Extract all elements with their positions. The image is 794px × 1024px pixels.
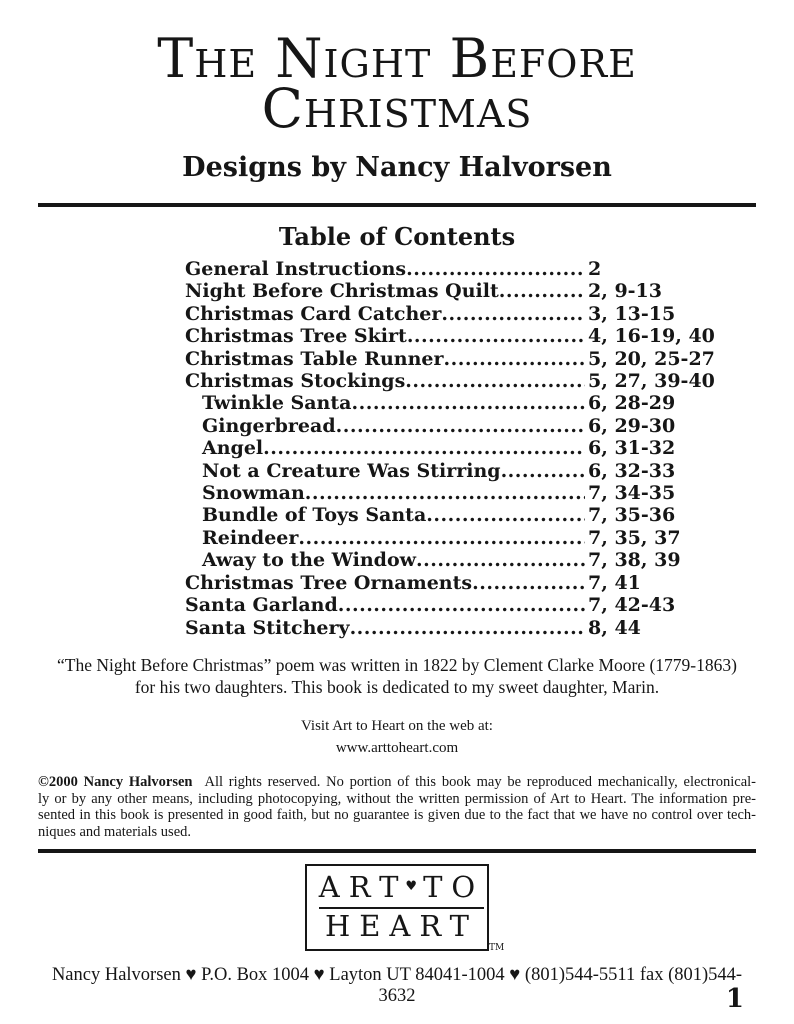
toc-entry-main xyxy=(185,258,585,280)
toc-entry-pages: 7, 34-35 xyxy=(588,482,676,505)
toc-entry-label: Away to the Window xyxy=(202,549,417,572)
toc-entry-label: Christmas Table Runner xyxy=(185,347,444,370)
dot-leader xyxy=(444,348,585,370)
toc-entry-label: Santa Stitchery xyxy=(185,616,350,639)
toc-entry-main xyxy=(202,437,585,459)
book-title xyxy=(38,27,756,140)
toc-entry-pages: 5, 20, 25-27 xyxy=(588,347,715,370)
toc-entry-main xyxy=(202,527,585,549)
toc-entry xyxy=(185,572,733,594)
toc-entry-label: Christmas Card Catcher xyxy=(185,302,442,325)
book-title-line2: Christmas xyxy=(261,77,533,140)
copyright-line1 xyxy=(38,774,756,791)
toc-entry-main xyxy=(185,348,585,370)
toc-entry xyxy=(202,392,733,414)
copyright-block xyxy=(38,774,756,840)
toc-entry-pages: 6, 31-32 xyxy=(588,437,676,460)
toc-list xyxy=(185,258,733,639)
dot-leader xyxy=(406,258,585,280)
logo-word-to: TO xyxy=(423,870,485,905)
divider-rule-top xyxy=(38,203,756,207)
heart-icon: ♥ xyxy=(405,878,418,894)
website-note xyxy=(38,715,756,759)
copyright-line4: niques and materials used. xyxy=(38,823,192,840)
toc-entry-main xyxy=(185,325,585,347)
toc-entry-label: Night Before Christmas Quilt xyxy=(185,280,499,303)
toc-entry xyxy=(185,617,733,639)
dot-leader xyxy=(501,460,585,482)
toc-entry xyxy=(185,594,733,616)
toc-entry-pages: 7, 38, 39 xyxy=(588,549,681,572)
website-url: www.arttoheart.com xyxy=(335,739,459,756)
dot-leader xyxy=(350,617,585,639)
dot-leader xyxy=(338,594,585,616)
toc-entry xyxy=(185,348,733,370)
toc-entry xyxy=(185,303,733,325)
toc-entry-pages: 3, 13-15 xyxy=(588,302,676,325)
logo-line1 xyxy=(319,872,484,909)
toc-entry-pages: 8, 44 xyxy=(588,616,641,639)
toc-entry-main xyxy=(202,504,585,526)
toc-entry xyxy=(185,280,733,302)
logo-word-heart: HEART xyxy=(324,908,479,943)
toc-entry-label: Angel xyxy=(202,437,264,460)
dot-leader xyxy=(407,325,585,347)
dot-leader xyxy=(405,370,585,392)
art-to-heart-logo-box xyxy=(305,864,505,953)
toc-heading: Table of Contents xyxy=(278,222,516,251)
toc-entry-pages: 5, 27, 39-40 xyxy=(588,370,715,393)
book-title-line1: The Night Before xyxy=(157,27,637,90)
toc-entry-main xyxy=(185,572,585,594)
book-subtitle: Designs by Nancy Halvorsen xyxy=(182,152,612,183)
toc-entry xyxy=(202,460,733,482)
toc-entry-label: Christmas Tree Skirt xyxy=(185,325,407,348)
toc-entry-main xyxy=(185,370,585,392)
toc-entry-main xyxy=(185,594,585,616)
dot-leader xyxy=(351,392,585,414)
toc-entry-label: Christmas Stockings xyxy=(185,370,406,393)
dot-leader xyxy=(472,572,585,594)
toc-entry xyxy=(202,504,733,526)
toc-entry-pages: 2, 9-13 xyxy=(588,280,662,303)
toc-entry-pages: 6, 29-30 xyxy=(588,414,676,437)
address-line: Nancy Halvorsen ♥ P.O. Box 1004 ♥ Layton UT 84041-1004 ♥ (801)544-5511 fax (801)544-3632 xyxy=(51,964,743,1006)
toc-entry-pages: 7, 35, 37 xyxy=(588,526,681,549)
toc-entry-pages: 7, 35-36 xyxy=(588,504,676,527)
toc-entry xyxy=(202,437,733,459)
publisher-logo xyxy=(38,864,756,951)
toc-entry-pages: 2 xyxy=(588,258,602,280)
toc-entry-main xyxy=(202,415,585,437)
dot-leader xyxy=(416,549,585,571)
toc-entry-main xyxy=(202,460,585,482)
toc-entry-label: Twinkle Santa xyxy=(202,392,352,415)
toc-entry-main xyxy=(202,392,585,414)
toc-entry-main xyxy=(185,617,585,639)
trademark-symbol: TM xyxy=(488,942,505,953)
toc-entry-label: Christmas Tree Ornaments xyxy=(185,571,473,594)
toc-entry-main xyxy=(185,303,585,325)
toc-entry-pages: 7, 41 xyxy=(588,571,641,594)
copyright-line1-rest: All rights reserved. No portion of this book may be reproduced mechanically, electronical- xyxy=(204,773,756,790)
toc-entry-label: Not a Creature Was Stirring xyxy=(202,459,501,482)
toc-entry-main xyxy=(202,549,585,571)
dedication-note xyxy=(38,654,756,698)
toc-entry-label: Bundle of Toys Santa xyxy=(202,504,427,527)
copyright-line2: ly or by any other means, including photocopying, without the written permission of Art to Heart. The information pre- xyxy=(38,790,756,807)
page-number: 1 xyxy=(725,984,744,1014)
dot-leader xyxy=(305,482,585,504)
dot-leader xyxy=(336,415,585,437)
divider-rule-bottom xyxy=(38,849,756,853)
dot-leader xyxy=(499,280,585,302)
toc-entry xyxy=(202,549,733,571)
toc-entry-main xyxy=(185,280,585,302)
toc-entry xyxy=(185,325,733,347)
toc-entry xyxy=(202,482,733,504)
toc-entry-pages: 4, 16-19, 40 xyxy=(588,325,715,348)
toc-entry-main xyxy=(202,482,585,504)
toc-entry-label: Gingerbread xyxy=(202,414,336,437)
toc-entry xyxy=(185,370,733,392)
toc-entry-label: Santa Garland xyxy=(185,594,338,617)
toc-entry-label: Snowman xyxy=(202,482,305,505)
toc-entry-label: Reindeer xyxy=(202,526,299,549)
toc-entry-pages: 6, 32-33 xyxy=(588,459,676,482)
toc-entry xyxy=(202,527,733,549)
dot-leader xyxy=(441,303,585,325)
dedication-line2: for his two daughters. This book is dedicated to my sweet daughter, Marin. xyxy=(134,676,660,697)
logo-word-art: ART xyxy=(318,870,408,905)
dot-leader xyxy=(426,504,585,526)
toc-entry xyxy=(202,415,733,437)
toc-entry-label: General Instructions xyxy=(185,258,407,280)
copyright-holder: ©2000 Nancy Halvorsen xyxy=(38,773,193,790)
toc-entry xyxy=(185,258,733,280)
dot-leader xyxy=(298,527,585,549)
toc-entry-pages: 6, 28-29 xyxy=(588,392,676,415)
dot-leader xyxy=(263,437,585,459)
copyright-line3: sented in this book is presented in good faith, but no guarantee is given due to the fact that we have no control over tech- xyxy=(38,807,756,824)
toc-entry-pages: 7, 42-43 xyxy=(588,594,676,617)
website-note-line1: Visit Art to Heart on the web at: xyxy=(301,717,493,734)
dedication-line1: “The Night Before Christmas” poem was written in 1822 by Clement Clarke Moore (1779-1863) xyxy=(57,654,737,675)
